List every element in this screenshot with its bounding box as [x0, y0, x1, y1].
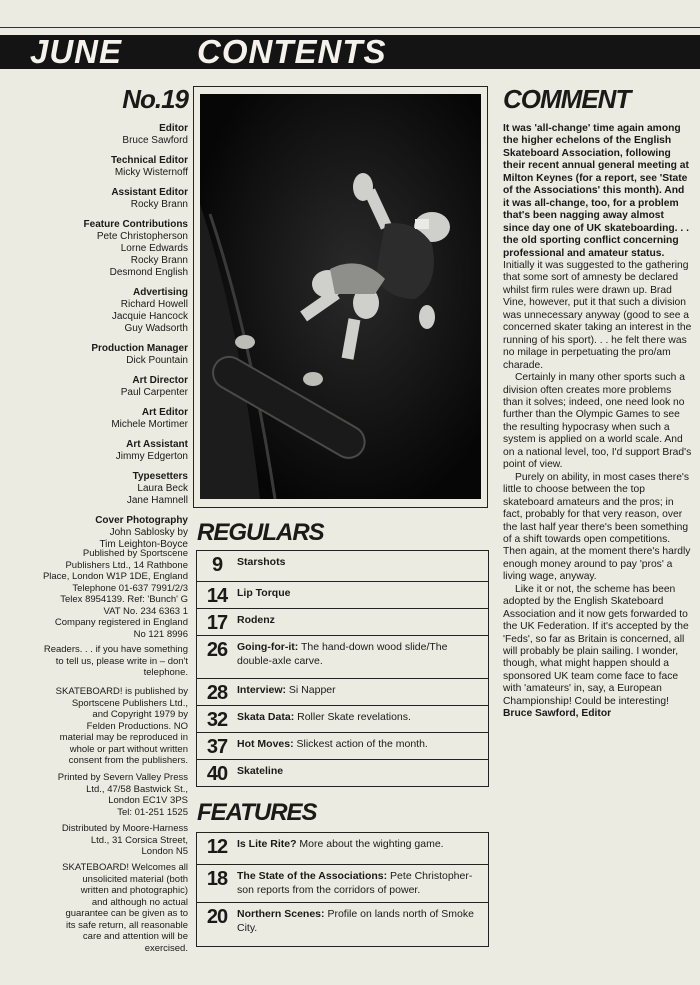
entry-title: Interview: [237, 684, 287, 696]
copyright-line: whole or part without written [69, 743, 188, 755]
credit-name: Bruce Sawford [122, 135, 188, 146]
credit-entry [40, 375, 188, 399]
readers-line: Readers. . . if you have something [43, 644, 188, 655]
regulars-row[interactable] [196, 733, 489, 760]
entry-title: Skata Data: [237, 711, 295, 723]
page-number: 17 [206, 612, 228, 634]
printer-line: Ltd., 47/58 Bastwick St., [86, 783, 188, 795]
credit-role: Production Manager [91, 343, 188, 354]
entry-text [237, 760, 287, 779]
entry-title: Hot Moves: [237, 738, 294, 750]
entry-title: Starshots [237, 556, 286, 568]
entry-text [237, 679, 340, 698]
credit-role: Assistant Editor [111, 187, 188, 198]
entry-title: Is Lite Rite? [237, 838, 297, 850]
copyright-line: Felden Productions. NO [86, 720, 188, 732]
readers-note [22, 644, 188, 679]
entry-text [237, 865, 488, 897]
welcome-line: written and photographic) [80, 885, 188, 896]
features-row[interactable] [196, 903, 489, 947]
features-list [196, 832, 489, 947]
entry-title: Rodenz [237, 614, 275, 626]
cover-photo-frame [193, 86, 488, 508]
entry-description: Si Napper [286, 684, 336, 696]
credit-role: Art Director [132, 375, 188, 386]
copyright-line: Sportscene Publishers Ltd., [71, 697, 188, 709]
credit-entry [40, 343, 188, 367]
regulars-list [196, 550, 489, 787]
credit-role: Art Editor [141, 407, 188, 418]
entry-description: Profile on lands north of Smoke City. [237, 908, 474, 934]
credit-entry [40, 287, 188, 335]
publisher-line: Place, London W1P 1DE, England [42, 571, 188, 582]
credit-entry [40, 407, 188, 431]
regulars-row[interactable] [196, 551, 489, 582]
page-number: 37 [206, 736, 228, 758]
credit-name: Jacquie Hancock [111, 311, 188, 322]
printer-info [22, 772, 188, 818]
printer-line: London EC1V 3PS [108, 795, 188, 806]
staff-credits [40, 123, 188, 559]
credit-entry [40, 123, 188, 147]
credit-name: Rocky Brann [130, 255, 188, 266]
credit-entry [40, 515, 188, 551]
issue-month: JUNE [30, 33, 123, 70]
credit-role: Typesetters [132, 471, 188, 482]
page-number: 12 [206, 836, 228, 858]
entry-title: Skateline [237, 765, 284, 777]
publisher-info [22, 548, 188, 640]
credit-entry [40, 187, 188, 211]
welcome-line: its safe return, all reasonable [66, 919, 188, 931]
publisher-line: Telex 8954139. Ref: 'Bunch' G [60, 594, 188, 605]
copyright-note [22, 686, 188, 767]
welcome-line: guarantee can be given as to [65, 908, 188, 919]
entry-text [237, 636, 488, 668]
comment-column [503, 123, 693, 721]
welcome-line: and although no actual [91, 896, 188, 908]
publisher-line: VAT No. 234 6363 1 [103, 605, 188, 617]
credit-name: Dick Pountain [126, 355, 188, 366]
entry-description: Slickest action of the month. [293, 738, 428, 750]
entry-title: The State of the Associations: [237, 870, 388, 882]
regulars-heading: REGULARS [197, 519, 324, 546]
publisher-line: Published by Sportscene [82, 548, 188, 559]
header-banner [0, 35, 700, 69]
copyright-line: consent from the publishers. [68, 755, 188, 766]
page-number: 14 [206, 585, 228, 607]
readers-line: to tell us, please write in – don't [55, 655, 188, 667]
page-title: CONTENTS [197, 33, 387, 70]
comment-heading: COMMENT [503, 84, 631, 114]
page-number: 18 [206, 868, 228, 890]
credit-role: Editor [159, 123, 188, 134]
credit-name: Tim Leighton-Boyce [99, 539, 188, 550]
credit-entry [40, 155, 188, 179]
credit-name: Laura Beck [137, 483, 188, 494]
credit-name: Desmond English [109, 267, 188, 278]
entry-text [237, 903, 488, 935]
credit-name: Rocky Brann [130, 199, 188, 210]
page-number: 28 [206, 682, 228, 704]
entry-text [237, 833, 448, 852]
credit-name: Pete Christopherson [96, 231, 188, 242]
page-number: 26 [206, 639, 228, 661]
entry-title: Going-for-it: [237, 641, 299, 653]
welcome-line: unsolicited material (both [82, 873, 188, 885]
entry-description: More about the wighting game. [296, 838, 444, 850]
features-heading: FEATURES [197, 799, 317, 826]
skateboarder-photo-image [200, 94, 481, 499]
distributor-line: Distributed by Moore-Harness [61, 823, 188, 834]
credit-role: Feature Contributions [83, 219, 188, 230]
entry-description: Pete Christopher-son reports from the corridors of power. [237, 870, 473, 896]
publisher-line: Company registered in England [54, 617, 188, 628]
comment-paragraph: Initially it was suggested to the gathering that some sort of amnesty be declared whilst firm rules were drawn up. Brad Vine, however, put it that such a division was unnecessary anyway (good to see a concerned skater taking an interest in the running of his sport). . . he felt there was no milage in perpetuating the pro/am charade. [503, 259, 692, 371]
distributor-line: Ltd., 31 Corsica Street, [90, 834, 188, 846]
welcome-line: exercised. [144, 942, 188, 954]
printer-line: Tel: 01-251 1525 [117, 806, 188, 818]
page-number: 9 [211, 554, 223, 576]
credit-name: John Sablosky by [109, 527, 188, 538]
publisher-line: No 121 8996 [133, 628, 188, 640]
regulars-row[interactable] [196, 760, 489, 787]
comment-paragraph: Purely on ability, in most cases there's little to choose between the top skateboard amateurs and the pros; in fact, probably for that very reason, over the last half year there's been something of a shift towards open competitions. Then again, at the moment there's hardly enough money around to pay 'pros' a living wage, anyway. [503, 471, 691, 583]
issue-number: No.19 [122, 84, 188, 114]
readers-line: telephone. [143, 667, 188, 678]
entry-description: The hand-down wood slide/The double-axle carve. [237, 641, 448, 667]
printer-line: Printed by Severn Valley Press [57, 772, 188, 783]
welcome-line: care and attention will be [82, 931, 188, 942]
regulars-row[interactable] [196, 706, 489, 733]
entry-description: Roller Skate revelations. [294, 711, 411, 723]
copyright-line: and Copyright 1979 by [92, 709, 188, 720]
regulars-row[interactable] [196, 609, 489, 636]
top-rule [0, 27, 700, 28]
credit-entry [40, 219, 188, 279]
credit-name: Micky Wisternoff [114, 167, 188, 178]
credit-name: Paul Carpenter [120, 387, 188, 398]
publisher-line: Telephone 01-637 7991/2/3 [72, 582, 188, 594]
comment-paragraph: Like it or not, the scheme has been adopted by the English Skateboard Association and it now gets forwarded to the UK Federation. If it's accepted by the 'Feds', so far as Britain is concerned, all will probably be plain sailing. I wonder, though, what might happen should a sponsored UK team come face to face with 'amateurs' in, say, a European Championship! Could be interesting! [503, 583, 689, 707]
entry-text [237, 582, 294, 601]
credit-role: Art Assistant [126, 439, 188, 450]
copyright-line: SKATEBOARD! is published by [55, 686, 188, 697]
submissions-note [22, 862, 188, 954]
page-number: 40 [206, 763, 228, 785]
entry-text [237, 706, 415, 725]
credit-name: Guy Wadsorth [124, 323, 188, 334]
entry-text [237, 551, 289, 570]
credit-name: Michele Mortimer [111, 419, 188, 430]
distributor-info [22, 823, 188, 858]
regulars-row[interactable] [196, 582, 489, 609]
credit-role: Cover Photography [95, 515, 188, 526]
entry-title: Lip Torque [237, 587, 291, 599]
credit-name: Jimmy Edgerton [115, 451, 188, 462]
comment-paragraph: Certainly in many other sports such a division often creates more problems than it solves; indeed, one need look no further than the Olympic Games to see the resulting hypocrasy when such a system is applied on a world scale. And on a national level, too, I'd support Brad's point of view. [503, 372, 692, 471]
entry-text [237, 609, 279, 628]
regulars-row[interactable] [196, 636, 489, 679]
credit-entry [40, 471, 188, 507]
entry-title: Northern Scenes: [237, 908, 325, 920]
page-number: 20 [206, 906, 228, 928]
credit-role: Advertising [132, 287, 188, 298]
publisher-line: Publishers Ltd., 14 Rathbone [65, 559, 188, 571]
credit-name: Lorne Edwards [120, 243, 188, 254]
comment-lead: It was 'all-change' time again among the higher echelons of the English Skateboard Association, following their recent annual general meeting at Milton Keynes (for a report, see 'State of the Associations' this month). And it was all-change, too, for a problem that's been nagging away almost since day one of UK skateboarding. . . the old sporting conflict concerning professional and amateur status. [503, 123, 689, 259]
credit-name: Jane Hamnell [126, 495, 188, 506]
page-number: 32 [206, 709, 228, 731]
credit-role: Technical Editor [110, 155, 188, 166]
entry-text [237, 733, 432, 752]
features-row[interactable] [196, 865, 489, 903]
welcome-line: SKATEBOARD! Welcomes all [62, 862, 188, 873]
skateboarder-photo [200, 94, 481, 499]
distributor-line: London N5 [141, 846, 188, 857]
credit-name: Richard Howell [120, 299, 188, 310]
comment-signature: Bruce Sawford, Editor [503, 708, 612, 720]
credit-entry [40, 439, 188, 463]
features-row[interactable] [196, 833, 489, 865]
regulars-row[interactable] [196, 679, 489, 706]
copyright-line: material may be reproduced in [59, 732, 188, 743]
